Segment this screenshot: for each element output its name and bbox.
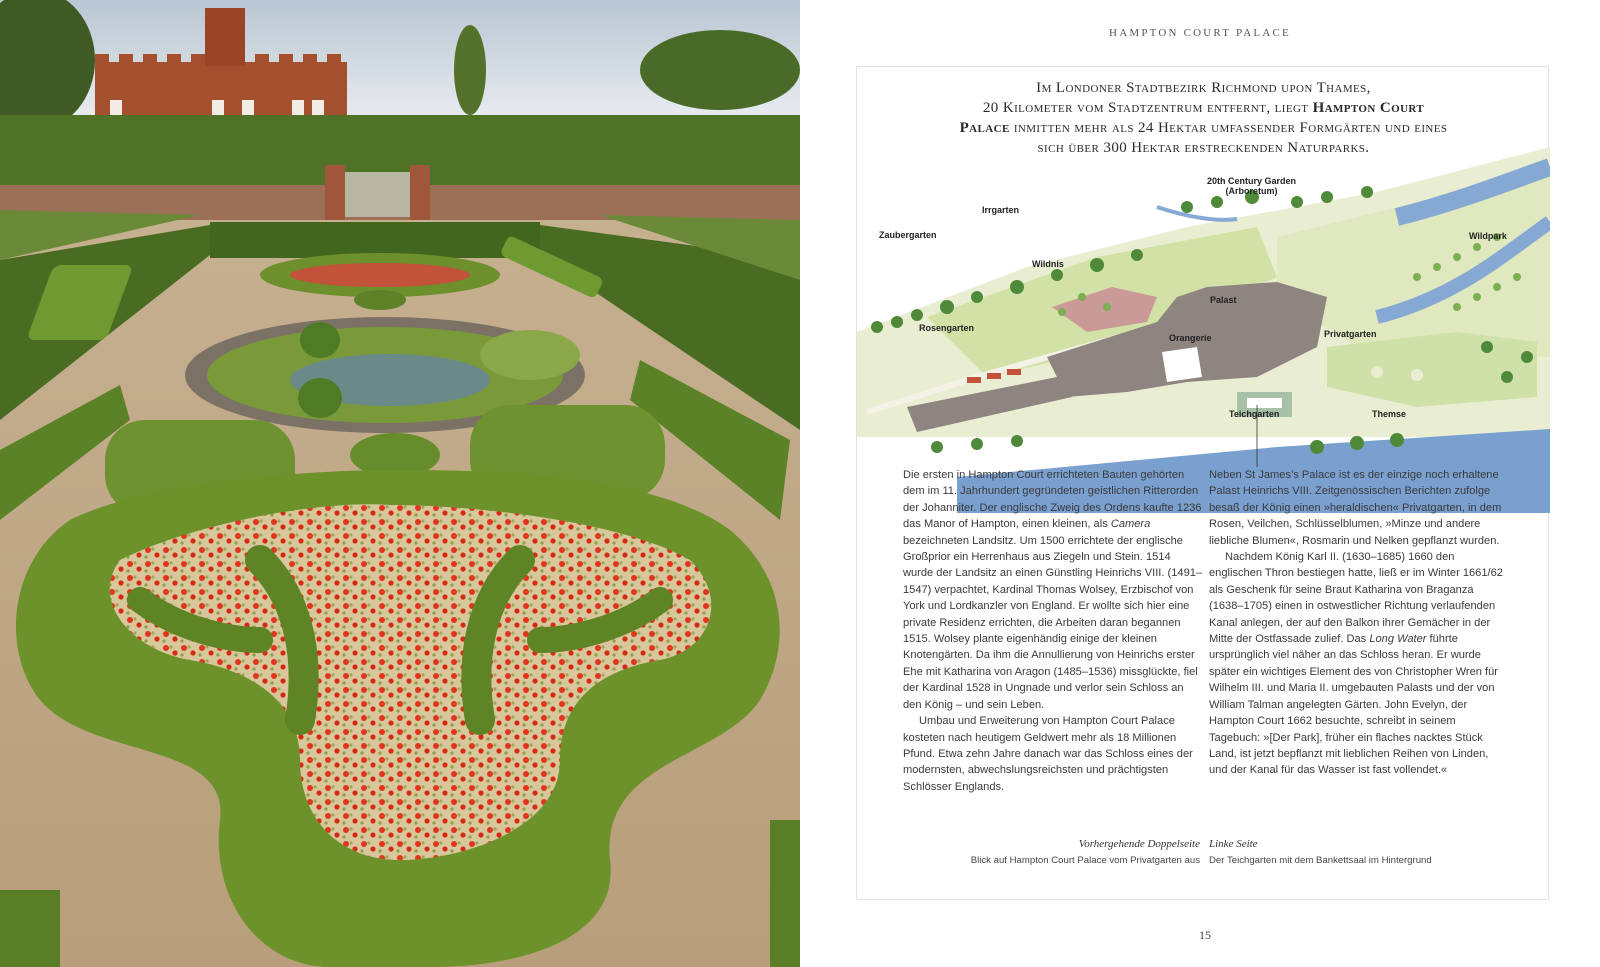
map-label-privatgarten: Privatgarten — [1324, 329, 1377, 339]
map-label-themse: Themse — [1372, 409, 1407, 419]
map-label-20th-century-garden — [1207, 176, 1296, 196]
intro-highlight-1: Hampton Court — [1312, 100, 1425, 116]
map-label-zaubergarten: Zaubergarten — [879, 230, 937, 240]
map-label-palast: Palast — [1210, 295, 1237, 305]
caption-left-text: Blick auf Hampton Court Palace vom Privatgarten aus — [970, 855, 1200, 866]
map-label-wildnis: Wildnis — [1032, 259, 1064, 269]
intro-line-2-text: 20 Kilometer vom Stadtzentrum entfernt, liegt — [982, 100, 1313, 116]
caption-left-title: Vorhergehende Doppelseite — [1078, 838, 1200, 850]
running-head: HAMPTON COURT PALACE — [1109, 27, 1291, 39]
body-column-2 — [1209, 467, 1509, 779]
caption-right-text: Der Teichgarten mit dem Bankettsaal im Hintergrund — [1209, 855, 1432, 866]
site-map — [857, 147, 1550, 513]
body-text: Die ersten in Hampton Court errichteten Bauten gehörten dem im 11. Jahrhundert gegründeten geistlichen Ritterorden der Johanniter. Der englische Zweig des Ordens kaufte 1236 das Manor of Hampton, einen kleinen, als — [903, 469, 1202, 531]
intro-highlight-2: Palace — [959, 120, 1010, 136]
intro-line-2 — [857, 98, 1550, 118]
body-text-italic: Long Water — [1369, 633, 1427, 646]
content-panel — [856, 66, 1549, 900]
body-column-1 — [903, 467, 1203, 795]
map-label-rosengarten: Rosengarten — [919, 323, 975, 333]
map-label-20th-century-garden-line1: 20th Century Garden — [1207, 176, 1297, 186]
intro-line-3 — [857, 118, 1550, 138]
map-label-20th-century-garden-line2: (Arboretum) — [1225, 186, 1278, 196]
body-paragraph — [903, 467, 1203, 713]
intro-line-4: sich über 300 Hektar erstreckenden Naturparks. — [1037, 140, 1370, 156]
body-text: Nachdem König Karl II. (1630–1685) 1660 den englischen Thron bestiegen hatte, ließ er im Winter 1661/62 als Geschenk für seine Braut Katharina von Braganza (1638–1705) einen in ostwestlicher Richtung verlaufenden Kanal anlegen, der auf den Balkon ihrer Gemächer in der Mitte der Ostfassade zulief. Das — [1209, 551, 1503, 646]
body-paragraph: Umbau und Erweiterung von Hampton Court Palace kosteten nach heutigem Geldwert mehr als 18 Millionen Pfund. Etwa zehn Jahre danach war das Schloss eines der modernsten, abwechslungsreichsten und prächtigsten Schlösser Englands. — [903, 715, 1193, 793]
intro-text — [857, 78, 1550, 158]
intro-line-1: Im Londoner Stadtbezirk Richmond upon Thames, — [1036, 80, 1371, 96]
body-paragraph — [1209, 549, 1509, 779]
body-text-italic: Camera — [1110, 518, 1151, 531]
map-label-teichgarten: Teichgarten — [1229, 409, 1280, 419]
page-number: 15 — [1199, 928, 1211, 942]
body-text: bezeichneten Landsitz. Um 1500 errichtete der englische Großprior ein Herrenhaus aus Ziegeln und Stein. 1514 wurde der Landsitz an einen Günstling Heinrichs VIII. (1491–1547) verpachtet, Kardinal Thomas Wolsey, Erzbischof von York und Lordkanzler von England. Er wollte sich hier eine private Residenz errichten, die Arbeiten daran begannen 1515. Wolsey plante eigenhändig einige der kleinen Knotengärten. Da ihm die Annullierung von Heinrichs erster Ehe mit Katharina von Aragon (1485–1536) missglückte, fiel der Kardinal 1528 in Ungnade und verlor sein Schloss an den König – und sein Leben. — [903, 534, 1203, 711]
intro-line-3-text: inmitten mehr als 24 Hektar umfassender Formgärten und eines — [1009, 120, 1448, 136]
body-paragraph: Neben St James’s Palace ist es der einzige noch erhaltene Palast Heinrichs VIII. Zeitgenössischen Berichten zufolge besaß der König einen »heraldischen« Privatgarten, in dem Rosen, Veilchen, Schlüsselblumen, »Minze und andere liebliche Blumen«, Rosmarin und Nelken gepflanzt wurden. — [1209, 469, 1502, 547]
map-label-orangerie: Orangerie — [1169, 333, 1212, 343]
map-label-wildpark: Wildpark — [1469, 231, 1507, 241]
caption-right-title: Linke Seite — [1209, 838, 1258, 850]
map-label-irrgarten: Irrgarten — [982, 205, 1020, 215]
body-text: führte ursprünglich viel näher an das Schloss heran. Er wurde später ein wichtiges Element des von Christopher Wren für Wilhelm III. und Maria II. umgebauten Palasts und der von William Talman angelegten Gärten. John Evelyn, der Hampton Court 1662 besuchte, schreibt in seinem Tagebuch: »[Der Park], früher ein flaches nacktes Stück Land, ist jetzt bepflanzt mit lieblichen Reihen von Linden, und der Kanal für das Wasser ist fast vollendet.« — [1209, 633, 1498, 777]
